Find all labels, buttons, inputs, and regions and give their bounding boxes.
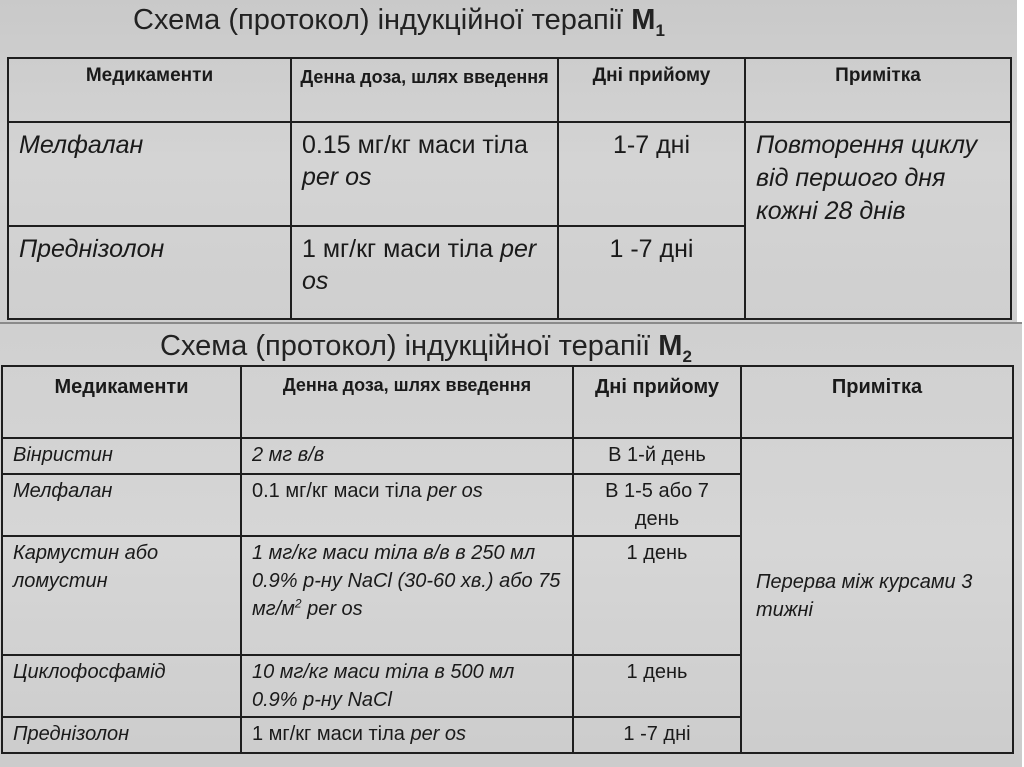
dose-cell — [291, 226, 558, 319]
days-cell: 1 -7 дні — [573, 717, 741, 753]
dose-cell — [241, 717, 573, 753]
table-row — [2, 438, 1013, 474]
title-text: Схема (протокол) індукційної терапії — [160, 330, 651, 362]
drug-cell: Мелфалан — [2, 474, 241, 536]
title-code: M — [658, 330, 683, 362]
protocol-m1-table — [7, 57, 1012, 320]
dose-cell — [291, 122, 558, 226]
header-note: Примітка — [745, 58, 1011, 122]
days-cell: 1 -7 дні — [558, 226, 745, 319]
table-row — [8, 122, 1011, 226]
protocol-m1-panel — [0, 0, 1017, 322]
header-dose: Денна доза, шлях введення — [241, 366, 573, 438]
title-text: Схема (протокол) індукційної терапії — [133, 4, 624, 36]
header-drugs: Медикаменти — [8, 58, 291, 122]
days-cell: В 1-5 або 7 день — [573, 474, 741, 536]
days-cell: 1-7 дні — [558, 122, 745, 226]
header-drugs: Медикаменти — [2, 366, 241, 438]
drug-cell: Преднізолон — [2, 717, 241, 753]
dose-route: per os — [410, 723, 467, 745]
protocol-m2-table — [1, 365, 1014, 754]
drug-cell: Кармустин або ломустин — [2, 536, 241, 655]
dose-route: per os — [427, 480, 483, 502]
header-days: Дні прийому — [573, 366, 741, 438]
dose-route: per os — [307, 598, 363, 620]
dose-cell — [241, 474, 573, 536]
drug-cell: Преднізолон — [8, 226, 291, 319]
header-note: Примітка — [741, 366, 1013, 438]
title-subscript: 2 — [682, 346, 692, 366]
dose-route: per os — [302, 163, 372, 191]
dose-cell: 10 мг/кг маси тіла в 500 мл 0.9% р-ну NaCl — [241, 655, 573, 717]
dose-text: 1 мг/кг маси тіла — [302, 235, 494, 263]
dose-cell — [241, 536, 573, 655]
header-days: Дні прийому — [558, 58, 745, 122]
days-cell: В 1-й день — [573, 438, 741, 474]
header-dose: Денна доза, шлях введення — [291, 58, 558, 122]
dose-route: per os — [302, 235, 537, 295]
drug-cell: Мелфалан — [8, 122, 291, 226]
dose-cell: 2 мг в/в — [241, 438, 573, 474]
table-header-row — [2, 366, 1013, 438]
title-code: M — [631, 4, 656, 36]
dose-text: 0.1 мг/кг маси тіла — [252, 480, 422, 502]
note-cell: Перерва між курсами 3 тижні — [741, 438, 1013, 753]
title-subscript: 1 — [655, 20, 665, 40]
protocol-m2-title — [160, 330, 692, 367]
days-cell: 1 день — [573, 655, 741, 717]
days-cell: 1 день — [573, 536, 741, 655]
drug-cell: Вінристин — [2, 438, 241, 474]
dose-text: 0.15 мг/кг маси тіла — [302, 131, 528, 159]
dose-text: 1 мг/кг маси тіла в/в в 250 мл 0.9% р-ну NaCl (30-60 хв.) або 75 мг/м — [252, 542, 561, 620]
dose-superscript: 2 — [294, 596, 302, 611]
table-header-row — [8, 58, 1011, 122]
dose-text: 1 мг/кг маси тіла — [252, 723, 405, 745]
protocol-m1-title — [133, 4, 665, 41]
note-cell: Повторення циклу від першого дня кожні 28 днів — [745, 122, 1011, 319]
drug-cell: Циклофосфамід — [2, 655, 241, 717]
